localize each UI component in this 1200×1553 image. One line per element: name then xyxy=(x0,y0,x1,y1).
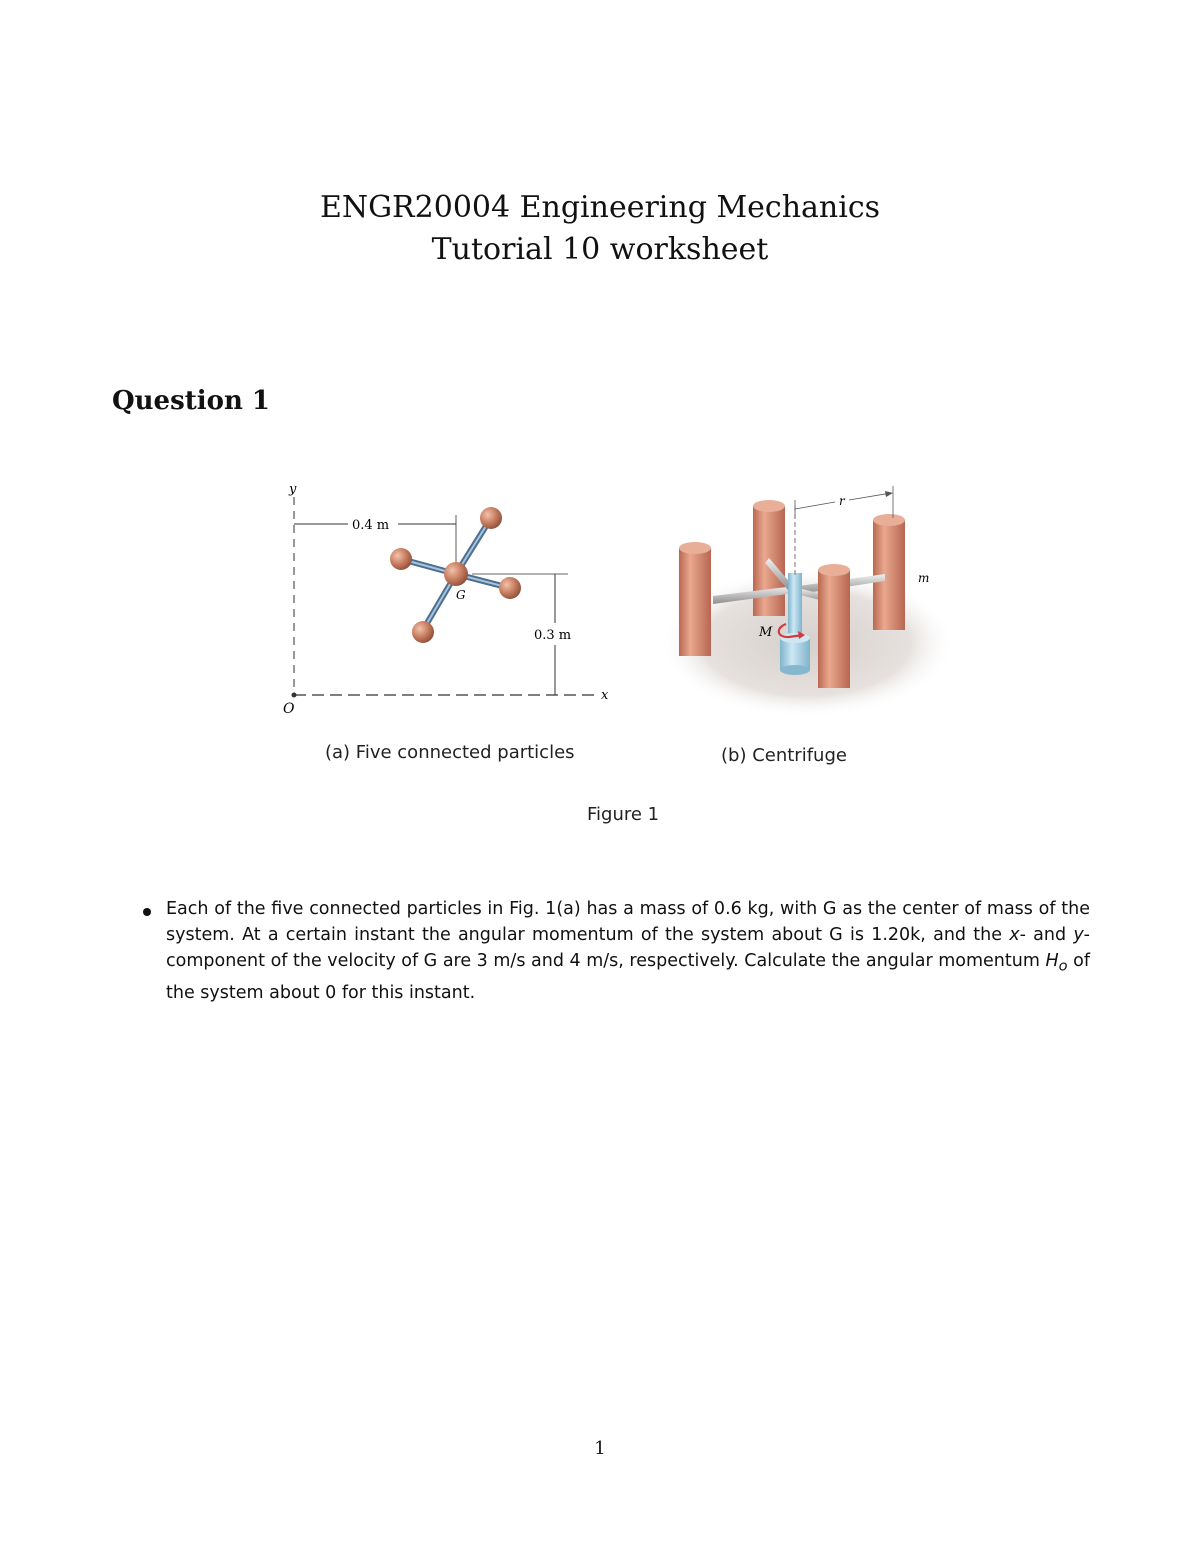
cylinder-front-top xyxy=(818,564,850,576)
cylinder-left xyxy=(679,548,711,656)
problem-text-part3: -component of the velocity of G are 3 m/s and 4 m/s, respectively. Calculate the angular momentum xyxy=(166,925,1090,971)
figure-caption: Figure 1 xyxy=(587,804,660,825)
x-axis-label: x xyxy=(601,688,609,703)
page-number: 1 xyxy=(594,1438,606,1459)
h-variable: H xyxy=(1045,951,1059,971)
particle-center xyxy=(444,562,468,586)
cylinder-right xyxy=(873,520,905,630)
central-shaft xyxy=(788,573,802,638)
moment-label: M xyxy=(759,625,773,640)
problem-bullet xyxy=(138,896,1090,1006)
problem-text-part1: Each of the five connected particles in Fig. 1(a) has a mass of 0.6 kg, with G as the center of mass of the system. At a certain instant the angular momentum of the system about G is 1.20k, and the xyxy=(166,899,1090,945)
h-subscript: o xyxy=(1058,957,1068,975)
particle-bottom xyxy=(412,621,434,643)
r-dim-line-right xyxy=(849,493,891,500)
cylinder-back-top xyxy=(753,500,785,512)
r-dim-line-left xyxy=(795,502,835,509)
document-subtitle: Tutorial 10 worksheet xyxy=(431,232,769,267)
figure-a-caption: (a) Five connected particles xyxy=(325,742,575,763)
question-heading: Question 1 xyxy=(112,386,271,416)
y-axis-label: y xyxy=(289,482,297,497)
cylinder-left-top xyxy=(679,542,711,554)
cylinder-right-top xyxy=(873,514,905,526)
origin-label: O xyxy=(283,701,295,717)
particle-top xyxy=(480,507,502,529)
figure-b-centrifuge xyxy=(665,478,955,723)
r-dim-arrowhead xyxy=(885,491,893,497)
problem-statement xyxy=(166,896,1090,1006)
origin-point xyxy=(292,693,297,698)
hub-base-bottom xyxy=(780,665,810,675)
problem-text-part4: of the system about 0 for this instant. xyxy=(166,951,1090,1003)
document-title: ENGR20004 Engineering Mechanics xyxy=(319,190,881,225)
center-of-mass-label: G xyxy=(456,588,466,602)
dim-vertical-label: 0.3 m xyxy=(534,628,572,643)
y-variable: y xyxy=(1073,925,1084,945)
dim-horizontal-label: 0.4 m xyxy=(352,518,390,533)
particle-left xyxy=(390,548,412,570)
bullet-point xyxy=(143,908,151,916)
x-variable: x xyxy=(1009,925,1020,945)
mass-label: m xyxy=(918,571,930,585)
cylinder-front xyxy=(818,570,850,688)
radius-label: r xyxy=(839,494,845,508)
particle-right xyxy=(499,577,521,599)
problem-text-part2: - and xyxy=(1019,925,1074,945)
figure-a-five-particles xyxy=(270,475,630,725)
figure-b-caption: (b) Centrifuge xyxy=(721,745,847,766)
